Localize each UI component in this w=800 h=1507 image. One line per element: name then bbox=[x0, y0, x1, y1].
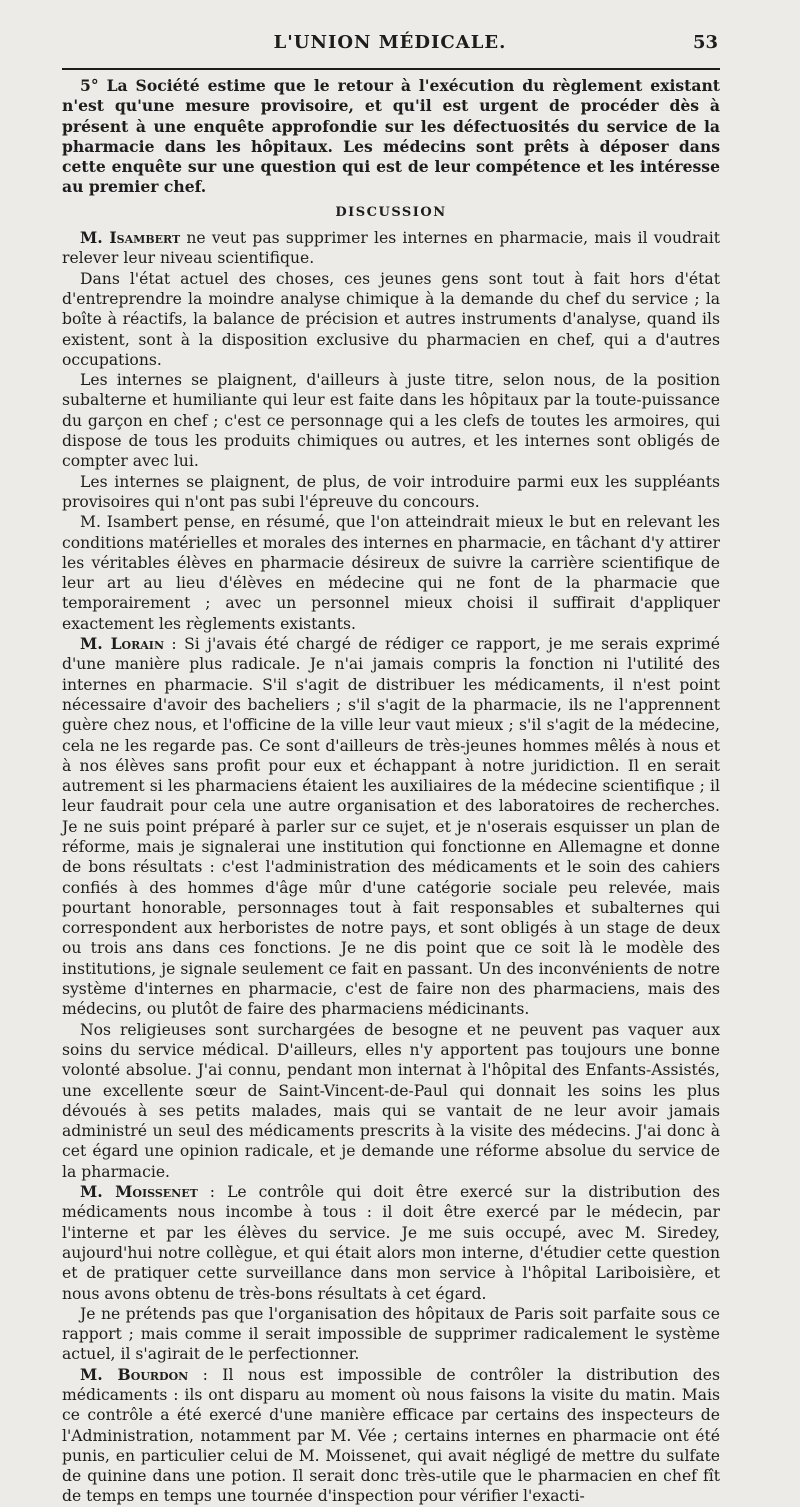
speaker-isambert: M. Isambert bbox=[80, 228, 181, 248]
paragraph-lorain-2: Nos religieuses sont surchargées de besogne et ne peuvent pas vaquer aux soins du service médical. D'ailleurs, elles n'y apportent pas toujours une bonne volonté absolue. J'ai connu, pendant mon internat à l'hôpital des Enfants-Assistés, une excellente sœur de Saint-Vincent-de-Paul qui donnait les soins les plus dévoués à ses petits malades, mais qui se vantait de ne leur avoir jamais administré un seul des médicaments prescrits à la visite des médecins. J'ai donc à cet égard une opinion radicale, et je demande une réforme absolue du service de la pharmacie. bbox=[62, 1020, 720, 1181]
paragraph-isambert-2: Dans l'état actuel des choses, ces jeunes gens sont tout à fait hors d'état d'entreprendre la moindre analyse chimique à la demande du chef du service ; la boîte à réactifs, la balance de précision et autres instruments d'analyse, quand ils existent, sont à la disposition exclusive du pharmacien en chef, qui a d'autres occupations. bbox=[62, 269, 720, 369]
paragraph-moissenet-1 bbox=[62, 1182, 720, 1304]
journal-title: L'UNION MÉDICALE. bbox=[273, 32, 507, 53]
speaker-lorain: M. Lorain bbox=[80, 634, 164, 654]
paragraph-isambert-5: M. Isambert pense, en résumé, que l'on atteindrait mieux le but en relevant les conditions matérielles et morales des internes en pharmacie, en tâchant d'y attirer les véritables élèves en pharmacie désireux de suivre la carrière scientifique de leur art au lieu d'élèves en médecine qui ne font de la pharmacie que temporairement ; avec un personnel mieux choisi il suffirait d'appliquer exactement les règlements existants. bbox=[62, 513, 720, 633]
running-head bbox=[62, 28, 718, 62]
speaker-bourdon: M. Bourdon bbox=[80, 1364, 189, 1384]
paragraph-moissenet-2: Je ne prétends pas que l'organisation des hôpitaux de Paris soit parfaite sous ce rapport ; mais comme il serait impossible de supprimer radicalement le système actuel, il s'agirait de le perfectionner. bbox=[62, 1304, 720, 1364]
paragraph-isambert-1 bbox=[62, 228, 720, 269]
speaker-moissenet: M. Moissenet bbox=[80, 1182, 198, 1202]
paragraph-text: ne veut pas supprimer les internes en pharmacie, mais il voudrait relever leur niveau scientifique. bbox=[62, 229, 720, 268]
paragraph-point-5: 5° La Société estime que le retour à l'exécution du règlement existant n'est qu'une mesure provisoire, et qu'il est urgent de procéder dès à présent à une enquête approfondie sur les défectuosités du service de la pharmacie dans les hôpitaux. Les médecins sont prêts à déposer dans cette enquête sur une question qui est de leur compétence et les intéresse au premier chef. bbox=[62, 76, 720, 197]
body-text bbox=[62, 76, 720, 1507]
paragraph-text: : Si j'avais été chargé de rédiger ce rapport, je me serais exprimé d'une manière plus radicale. Je n'ai jamais compris la fonction ni l'utilité des internes en pharmacie. S'il s'agit de distribuer les médicaments, il n'est point nécessaire d'avoir des bacheliers ; s'il s'agit de la pharmacie, ils ne l'apprennent guère chez nous, et l'officine de la ville leur vaut mieux ; s'il s'agit de la médecine, cela ne les regarde pas. Ce sont d'ailleurs de très-jeunes hommes mêlés à nous et à nos élèves sans profit pour eux et échappant à notre juridiction. Il en serait autrement si les pharmaciens étaient les auxiliaires de la médecine scientifique ; il leur faudrait pour cela une autre organisation et des laboratoires de recherches. Je ne suis point préparé à parler sur ce sujet, et je n'oserais esquisser un plan de réforme, mais je signalerai une institution qui fonctionne en Allemagne et donne de bons résultats : c'est l'administration des médicaments et le soin des cahiers confiés à des hommes d'âge mûr d'une catégorie sociale peu relevée, mais pourtant honorable, personnages tout à fait responsables et subalternes qui correspondent aux herboristes de notre pays, et sont obligés à un stage de deux ou trois ans dans ces fonctions. Je ne dis point que ce soit là le modèle des institutions, je signale seulement ce fait en passant. Un des inconvénients de notre système d'internes en pharmacie, c'est de faire non des pharmaciens, mais des médecins, ou plutôt de faire des pharmaciens médicinants. bbox=[62, 635, 720, 1019]
header-rule bbox=[62, 68, 720, 70]
paragraph-bourdon-1 bbox=[62, 1365, 720, 1507]
paragraph-isambert-3: Les internes se plaignent, d'ailleurs à juste titre, selon nous, de la position subalterne et humiliante qui leur est faite dans les hôpitaux par la toute-puissance du garçon en chef ; c'est ce personnage qui a les clefs de toutes les armoires, qui dispose de tous les produits chimiques ou autres, et les internes sont obligés de compter avec lui. bbox=[62, 371, 720, 471]
paragraph-text: : Le contrôle qui doit être exercé sur la distribution des médicaments nous incombe à tous : il doit être exercé par le médecin, par l'interne et par les élèves du service. Je me suis occupé, avec M. Siredey, aujourd'hui notre collègue, et qui était alors mon interne, d'étudier cette question et de pratiquer cette surveillance dans mon service à l'hôpital Lariboisière, et nous avons obtenu de très-bons résultats à cet égard. bbox=[62, 1183, 720, 1303]
paragraph-isambert-4: Les internes se plaignent, de plus, de voir introduire parmi eux les suppléants provisoires qui n'ont pas subi l'épreuve du concours. bbox=[62, 472, 720, 511]
page-number: 53 bbox=[692, 32, 718, 53]
paragraph-text: : Il nous est impossible de contrôler la distribution des médicaments : ils ont disparu au moment où nous faisons la visite du matin. Mais ce contrôle a été exercé d'une manière efficace par certains des inspecteurs de l'Administration, notamment par M. Vée ; certains internes en pharmacie ont été punis, en particulier celui de M. Moissenet, qui avait négligé de mettre du sulfate de quinine dans une potion. Il serait donc très-utile que le pharmacien en chef fît de temps en temps une tournée d'inspection pour vérifier l'exacti- bbox=[62, 1365, 720, 1506]
discussion-heading: DISCUSSION bbox=[335, 204, 447, 220]
paragraph-lorain-1 bbox=[62, 634, 720, 1020]
